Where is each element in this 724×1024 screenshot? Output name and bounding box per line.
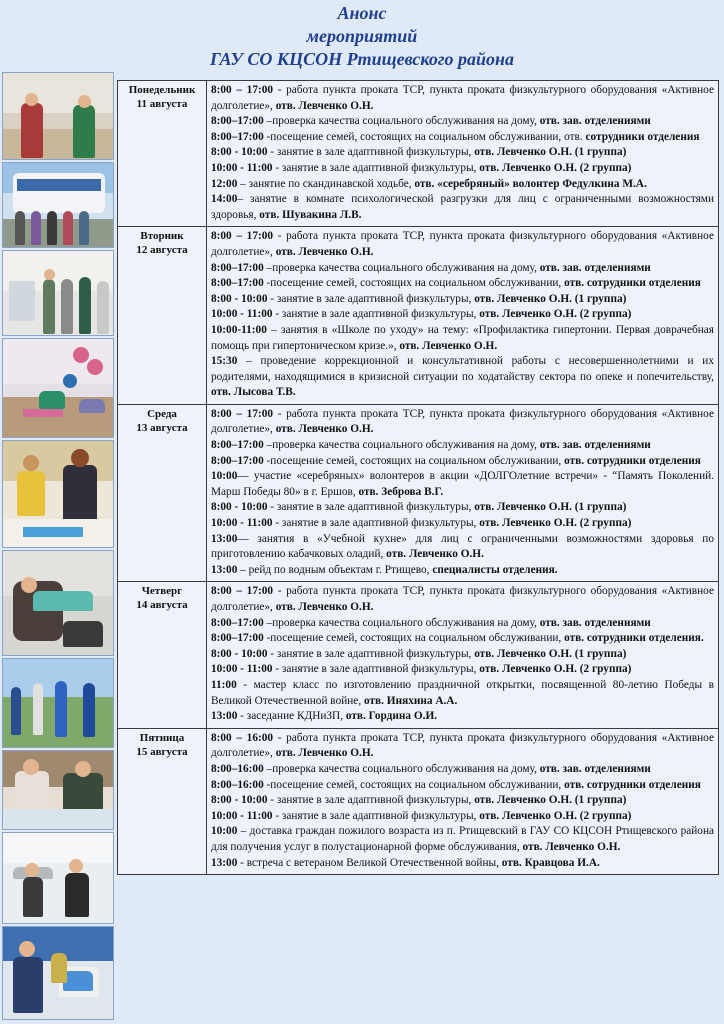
day-cell: [118, 81, 207, 227]
event-time: 8:00 – 16:00: [211, 731, 274, 744]
event-time: 13:00: [211, 710, 238, 723]
photo-art-class: [2, 440, 114, 548]
events-cell: [207, 582, 719, 728]
event-item: [211, 647, 714, 663]
event-text: - мастер класс по изготовлению праздничной открытки, посвященной 80-летию Победы в Великой Отечественной войне,: [211, 678, 714, 707]
event-time: 13:00: [211, 563, 238, 576]
event-item: [211, 856, 714, 872]
event-text: - занятие в зале адаптивной физкультуры,: [272, 161, 480, 174]
event-text: - занятие в зале адаптивной физкультуры,: [267, 146, 475, 159]
event-time: 14:00: [211, 193, 238, 206]
day-date: 14 августа: [136, 599, 188, 612]
event-responsible: отв. сотрудники отделения.: [564, 632, 704, 645]
event-text: – занятия в «Школе по уходу» на тему: «Профилактика гипертонии. Первая доврачебная помощь при гипертоническом кризе.»,: [211, 323, 714, 352]
event-item: [211, 323, 714, 354]
event-text: – рейд по водным объектам г. Ртищево,: [237, 563, 433, 576]
event-time: 10:00 - 11:00: [211, 308, 273, 321]
event-responsible: отв. Шувакина Л.В.: [259, 208, 362, 221]
event-text: - занятие в зале адаптивной физкультуры,: [267, 292, 475, 305]
photo-gym: [2, 338, 114, 438]
event-item: [211, 145, 714, 161]
event-responsible: отв. Левченко О.Н.: [275, 747, 374, 760]
event-time: 10:00 - 11:00: [211, 809, 273, 822]
day-row: [118, 81, 719, 227]
event-responsible: отв. Левченко О.Н.: [386, 548, 484, 561]
event-responsible: отв. зав. отделениями: [539, 115, 651, 128]
photo-veterans-meeting: [2, 926, 114, 1020]
event-text: – занятие по скандинавской ходьбе,: [237, 177, 415, 190]
event-responsible: отв. Левченко О.Н. (1 группа): [474, 647, 627, 660]
event-item: [211, 616, 714, 632]
day-cell: [118, 582, 207, 728]
event-item: [211, 500, 714, 516]
event-text: -посещение семей, состоящих на социальном обслуживании,: [263, 277, 565, 290]
event-text: -посещение семей, состоящих на социальном обслуживании, отв.: [263, 130, 586, 143]
event-item: [211, 516, 714, 532]
event-text: –проверка качества социального обслуживания на дому,: [263, 261, 540, 274]
event-responsible: отв. Левченко О.Н. (2 группа): [479, 161, 632, 174]
event-item: [211, 762, 714, 778]
event-time: 8:00 – 17:00: [211, 84, 274, 96]
photo-kitchen: [2, 72, 114, 160]
day-date: 15 августа: [136, 745, 188, 758]
event-text: - занятие в зале адаптивной физкультуры,: [272, 517, 480, 530]
event-time: 8:00 - 10:00: [211, 292, 268, 305]
event-text: – доставка граждан пожилого возраста из п. Ртищевский в ГАУ СО КЦСОН Ртищевского района для получения услуг в полустационарной форме обслуживания,: [211, 825, 714, 853]
event-item: [211, 532, 714, 563]
event-text: – занятие в комнате психологической разгрузки для лиц с ограниченными возможностями здоровья,: [211, 193, 714, 221]
event-text: - занятие в зале адаптивной физкультуры,: [272, 308, 480, 321]
event-time: 8:00–17:00: [211, 261, 264, 274]
event-item: [211, 678, 714, 709]
event-time: 8:00 – 17:00: [211, 407, 274, 420]
photo-nordic-walking: [2, 658, 114, 748]
event-time: 13:00: [211, 856, 238, 869]
event-text: –проверка качества социального обслуживания на дому,: [263, 762, 540, 775]
day-date: 12 августа: [136, 244, 188, 257]
event-item: [211, 292, 714, 308]
event-time: 10:00 - 11:00: [211, 517, 273, 530]
event-item: [211, 130, 714, 146]
event-item: [211, 454, 714, 470]
event-time: 8:00 - 10:00: [211, 647, 268, 660]
event-text: - работа пункта проката ТСР, пункта проката физкультурного оборудования «Активное долголетие»,: [211, 84, 714, 112]
event-text: - занятие в зале адаптивной физкультуры,: [267, 501, 475, 514]
event-item: [211, 563, 714, 579]
photo-master-class: [2, 750, 114, 830]
event-time: 8:00 - 10:00: [211, 501, 268, 514]
event-responsible: отв. сотрудники отделения: [564, 277, 701, 290]
day-row: [118, 582, 719, 728]
event-text: –проверка качества социального обслуживания на дому,: [263, 115, 540, 128]
event-responsible: отв. Левченко О.Н. (1 группа): [474, 146, 627, 159]
event-item: [211, 709, 714, 725]
event-item: [211, 407, 714, 438]
event-time: 8:00–17:00: [211, 632, 264, 645]
event-responsible: отв. Кравцова И.А.: [501, 856, 600, 869]
event-text: - встреча с ветераном Великой Отечественной войны,: [237, 856, 502, 869]
event-item: [211, 662, 714, 678]
event-time: 8:00 – 17:00: [211, 230, 274, 243]
event-time: 10:00: [211, 825, 238, 838]
event-responsible: сотрудники отделения: [585, 130, 700, 143]
event-time: 10:00 - 11:00: [211, 161, 273, 174]
photo-bus: [2, 162, 114, 248]
photo-massage-chair: [2, 550, 114, 656]
events-cell: [207, 81, 719, 227]
event-responsible: отв. Левченко О.Н. (2 группа): [479, 517, 632, 530]
event-responsible: отв. Гордина О.И.: [345, 710, 438, 723]
event-item: [211, 584, 714, 615]
event-responsible: отв. Зеброва В.Г.: [358, 485, 444, 498]
event-item: [211, 469, 714, 500]
event-responsible: отв. сотрудники отделения: [564, 454, 701, 467]
event-text: - занятие в зале адаптивной физкультуры,: [272, 809, 480, 822]
day-date: 11 августа: [136, 98, 188, 110]
event-text: - занятие в зале адаптивной физкультуры,: [267, 794, 475, 807]
event-responsible: отв. сотрудники отделения: [564, 778, 701, 791]
event-text: – проведение коррекционной и консультативной работы с несовершеннолетними и их родителями, находящимися в кризисной ситуации по ходатайству сектора по опеке и попечительству,: [211, 355, 714, 383]
event-responsible: отв. Иняхина А.А.: [363, 694, 458, 707]
event-item: [211, 161, 714, 177]
day-name: Понедельник: [128, 84, 196, 96]
day-date: 13 августа: [136, 421, 188, 434]
title-line-2: мероприятий: [306, 26, 418, 46]
events-cell: [207, 728, 719, 874]
event-time: 8:00–17:00: [211, 454, 264, 467]
day-row: [118, 728, 719, 874]
event-item: [211, 229, 714, 260]
event-responsible: отв. Левченко О.Н.: [275, 99, 374, 112]
event-item: [211, 793, 714, 809]
events-cell: [207, 227, 719, 405]
event-time: 8:00–16:00: [211, 762, 264, 775]
event-time: 8:00–16:00: [211, 778, 264, 791]
event-item: [211, 83, 714, 114]
event-item: [211, 307, 714, 323]
event-item: [211, 354, 714, 401]
title-line-1: Анонс: [337, 3, 387, 23]
day-row: [118, 404, 719, 582]
event-text: - работа пункта проката ТСР, пункта проката физкультурного оборудования «Активное долголетие»,: [211, 230, 714, 258]
page-title: [0, 2, 724, 71]
day-cell: [118, 404, 207, 582]
photo-consultation: [2, 832, 114, 924]
event-item: [211, 731, 714, 762]
event-responsible: специалисты отделения.: [432, 563, 558, 576]
events-cell: [207, 404, 719, 582]
event-time: 12:00: [211, 177, 238, 190]
event-responsible: отв. зав. отделениями: [539, 439, 651, 452]
event-text: - работа пункта проката ТСР, пункта проката физкультурного оборудования «Активное долголетие»,: [211, 731, 714, 760]
photo-column: [2, 72, 114, 1022]
event-item: [211, 778, 714, 794]
event-responsible: отв. Левченко О.Н. (1 группа): [474, 501, 627, 514]
event-text: –проверка качества социального обслуживания на дому,: [263, 616, 540, 629]
day-row: [118, 227, 719, 405]
event-responsible: отв. Левченко О.Н.: [275, 245, 374, 258]
event-text: - работа пункта проката ТСР, пункта проката физкультурного оборудования «Активное долголетие»,: [211, 407, 714, 436]
event-time: 8:00–17:00: [211, 439, 264, 452]
event-responsible: отв. зав. отделениями: [539, 261, 651, 274]
day-name: Среда: [147, 407, 177, 420]
event-text: - работа пункта проката ТСР, пункта проката физкультурного оборудования «Активное долголетие»,: [211, 585, 714, 613]
event-text: — участие «серебряных» волонтеров в акции «ДОЛГОлетние встречи» - “Память Поколений. Марш Победы 80» в г. Ершов,: [211, 470, 714, 498]
event-item: [211, 824, 714, 855]
event-time: 8:00–17:00: [211, 115, 264, 128]
event-time: 11:00: [211, 678, 237, 691]
title-line-3: ГАУ СО КЦСОН Ртищевского района: [209, 49, 514, 69]
schedule-table: [117, 80, 719, 875]
event-responsible: отв. Левченко О.Н. (1 группа): [474, 794, 627, 807]
event-time: 8:00 - 10:00: [211, 146, 268, 159]
event-item: [211, 276, 714, 292]
event-text: -посещение семей, состоящих на социальном обслуживании,: [263, 454, 565, 467]
event-item: [211, 631, 714, 647]
event-time: 8:00–17:00: [211, 616, 264, 629]
event-time: 13:00: [211, 532, 238, 545]
event-time: 8:00–17:00: [211, 130, 264, 143]
event-responsible: отв. зав. отделениями: [539, 616, 651, 629]
event-responsible: отв. Левченко О.Н. (2 группа): [479, 308, 632, 321]
day-name: Пятница: [139, 731, 185, 744]
event-item: [211, 114, 714, 130]
event-responsible: отв. Лысова Т.В.: [211, 386, 296, 399]
event-time: 10:00: [211, 470, 238, 483]
event-responsible: отв. Левченко О.Н.: [275, 423, 374, 436]
event-item: [211, 192, 714, 223]
event-responsible: отв. Левченко О.Н.: [522, 840, 621, 853]
event-text: -посещение семей, состоящих на социальном обслуживании,: [263, 632, 565, 645]
event-responsible: отв. Левченко О.Н. (1 группа): [474, 292, 627, 305]
event-time: 10:00 - 11:00: [211, 663, 273, 676]
event-text: - заседание КДНиЗП,: [237, 710, 346, 723]
day-name: Вторник: [140, 230, 184, 243]
event-time: 8:00–17:00: [211, 277, 264, 290]
day-name: Четверг: [141, 585, 183, 598]
event-responsible: отв. «серебряный» волонтер Федулкина М.А.: [414, 177, 647, 190]
event-responsible: отв. Левченко О.Н. (2 группа): [479, 663, 632, 676]
event-time: 8:00 - 10:00: [211, 794, 268, 807]
day-cell: [118, 227, 207, 405]
event-item: [211, 177, 714, 193]
event-text: - занятие в зале адаптивной физкультуры,: [267, 647, 475, 660]
event-text: — занятия в «Учебной кухне» для лиц с ограниченными возможностями здоровья по приготовлению кабачковых оладий,: [211, 532, 714, 561]
event-responsible: отв. зав. отделениями: [539, 762, 651, 775]
event-item: [211, 809, 714, 825]
event-text: –проверка качества социального обслуживания на дому,: [263, 439, 540, 452]
event-time: 8:00 – 17:00: [211, 585, 274, 598]
event-responsible: отв. Левченко О.Н.: [275, 601, 374, 613]
event-responsible: отв. Левченко О.Н. (2 группа): [479, 809, 632, 822]
event-item: [211, 438, 714, 454]
event-item: [211, 261, 714, 277]
event-text: -посещение семей, состоящих на социальном обслуживании,: [263, 778, 565, 791]
day-cell: [118, 728, 207, 874]
event-time: 15:30: [211, 355, 238, 368]
photo-training-room: [2, 250, 114, 336]
event-responsible: отв. Левченко О.Н.: [399, 339, 498, 352]
event-text: - занятие в зале адаптивной физкультуры,: [272, 663, 480, 676]
event-time: 10:00-11:00: [211, 323, 267, 336]
